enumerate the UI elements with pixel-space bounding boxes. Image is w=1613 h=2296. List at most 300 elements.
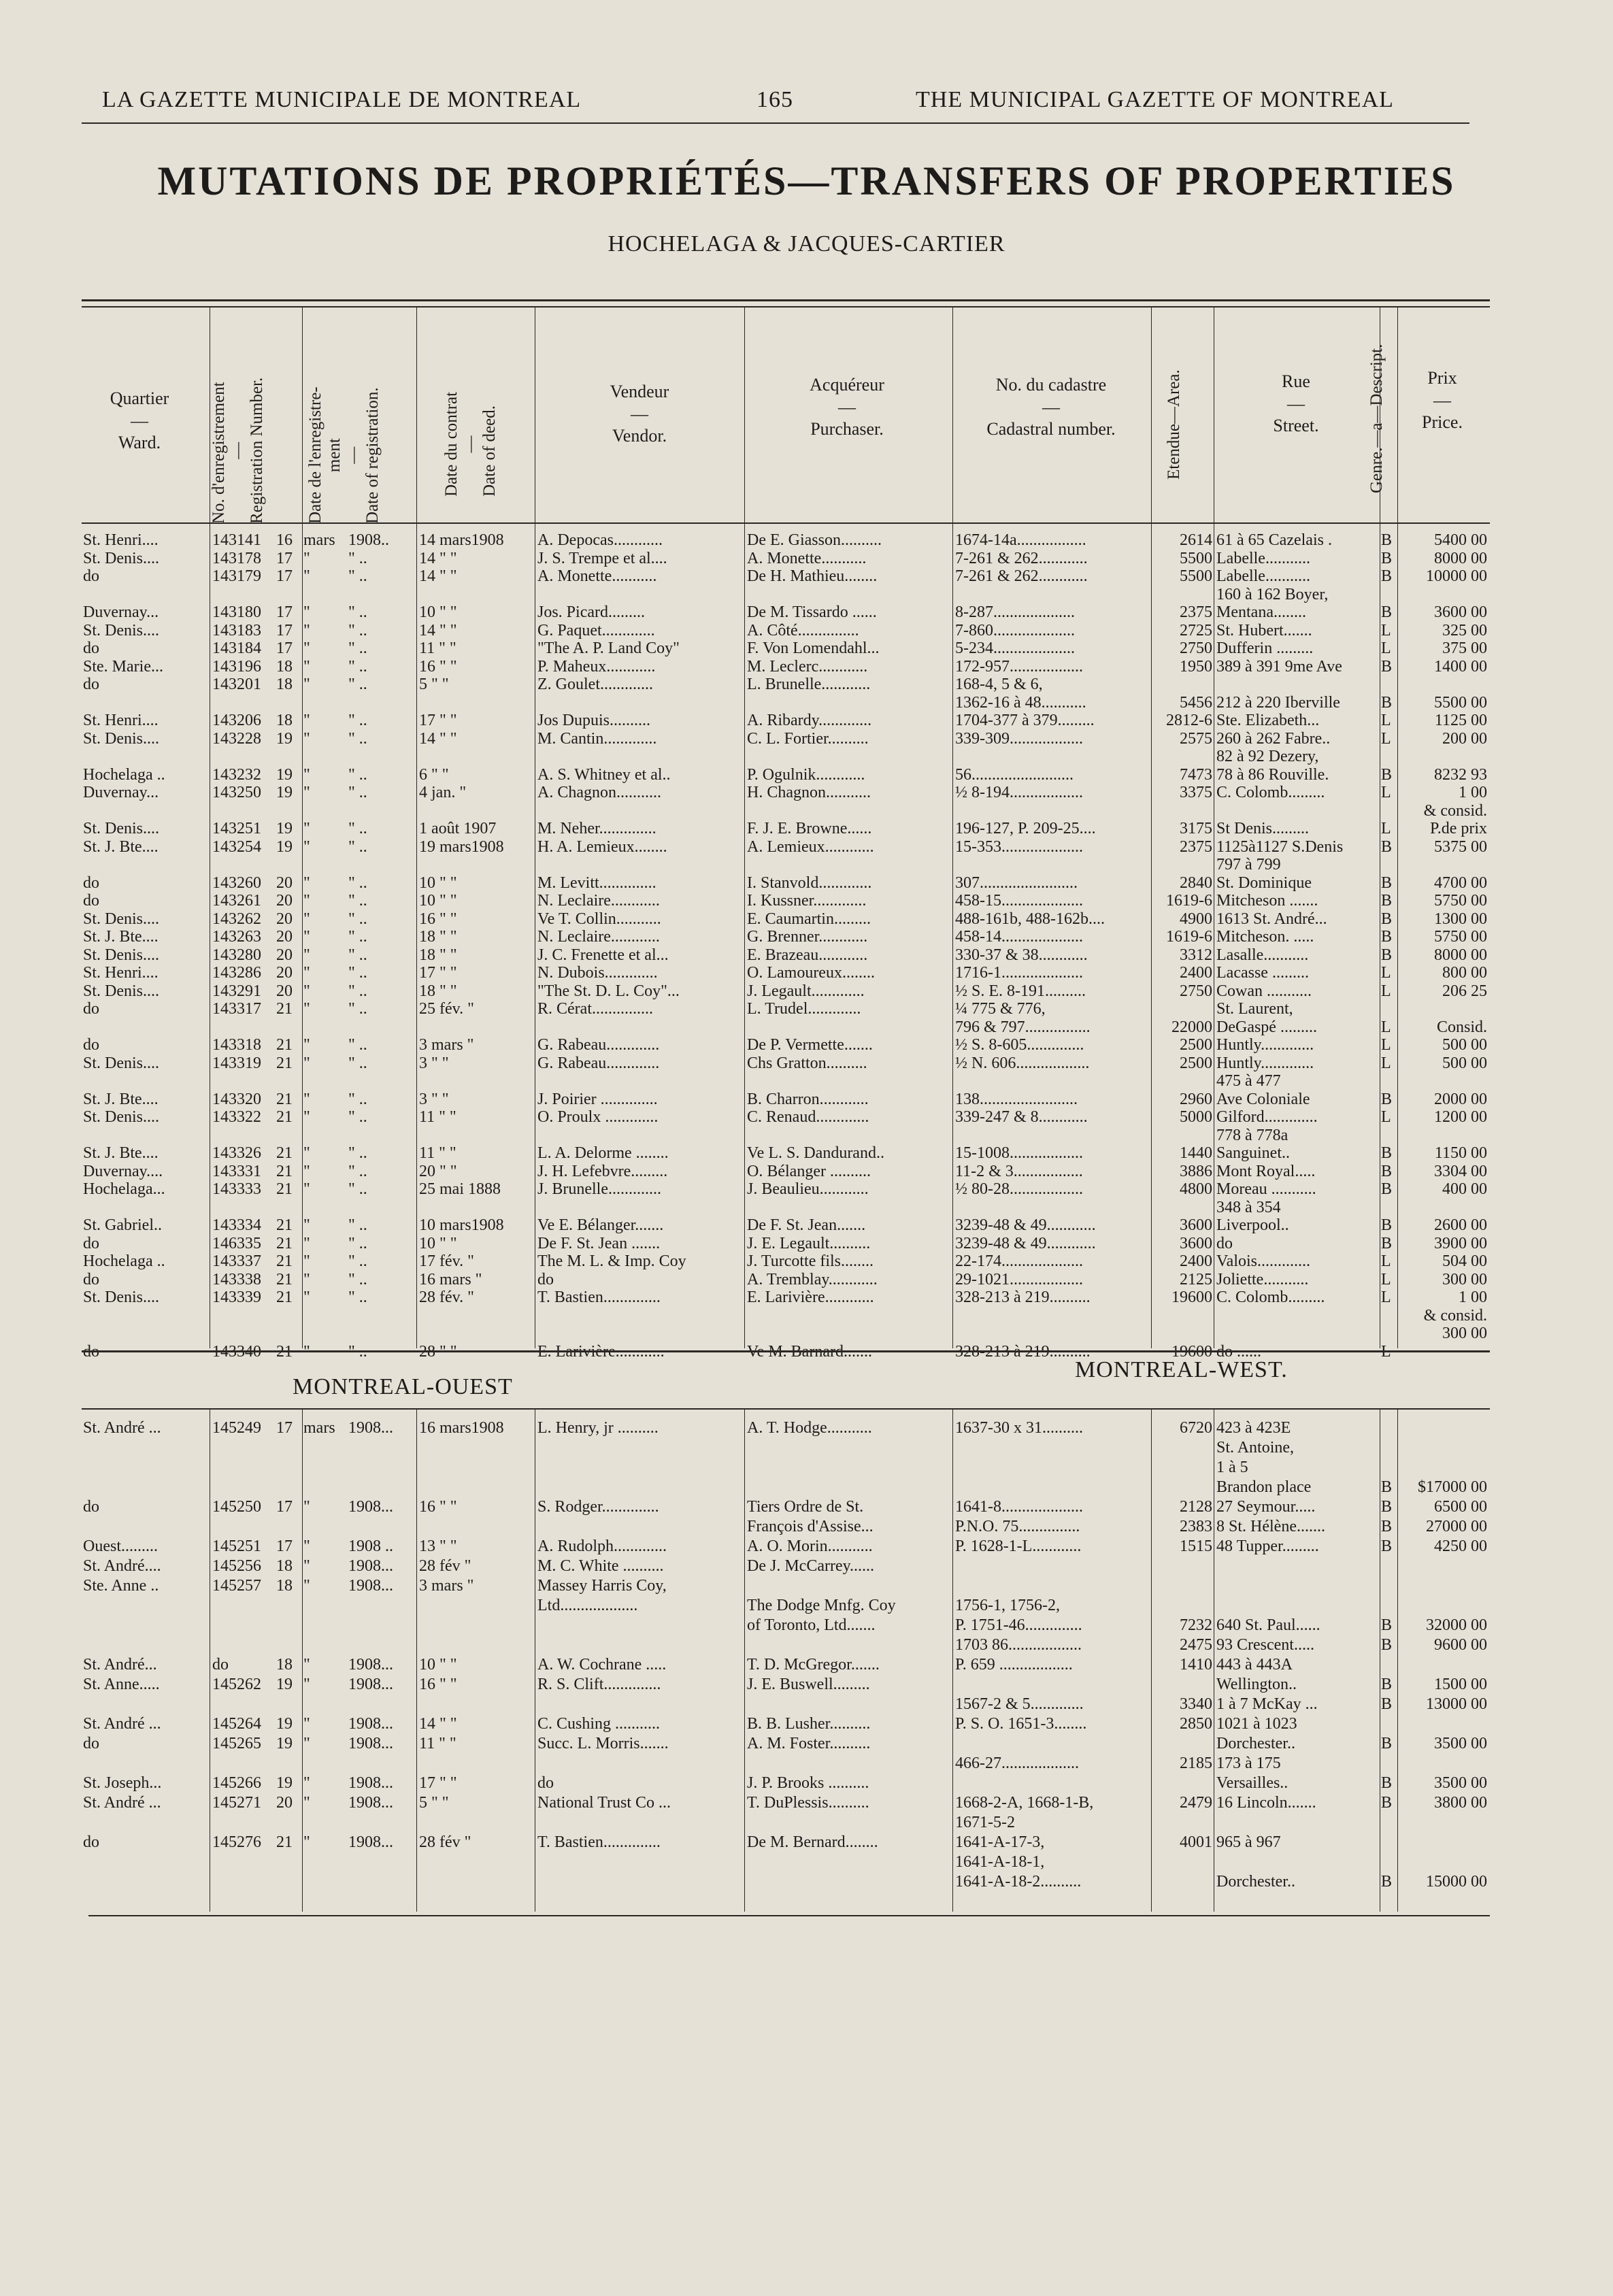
cell-purchaser: B. Charron............ [747, 1090, 869, 1108]
cell-day: 17 [276, 603, 293, 621]
cell-genre: B [1381, 603, 1393, 621]
cell-day: 18 [276, 712, 293, 729]
cell-day: 20 [276, 1794, 293, 1812]
cell-price: 3304 00 [1434, 1162, 1487, 1180]
cell-street: Sanguinet.. [1216, 1144, 1290, 1162]
cell-genre: B [1381, 549, 1393, 567]
cell-street: Labelle........... [1216, 549, 1310, 567]
cell-vendor: G. Rabeau............. [537, 1054, 660, 1072]
cell-month: " [303, 1498, 310, 1516]
cell-street: 160 à 162 Boyer, [1216, 585, 1329, 603]
cell-regno: 143179 [212, 567, 261, 585]
cell-purchaser: De M. Tissardo ...... [747, 603, 877, 621]
cell-month: mars [303, 1419, 335, 1437]
cell-month: " [303, 1537, 310, 1555]
cell-deed: 16 " " [419, 1498, 457, 1516]
cell-street: Dorchester.. [1216, 1735, 1295, 1752]
cell-area: 5000 [1180, 1108, 1212, 1126]
cell-ward: St. André.... [83, 1557, 161, 1575]
cell-vendor: J. H. Lefebvre......... [537, 1162, 668, 1180]
cell-regno: 145257 [212, 1577, 261, 1595]
cell-cadastre: P. 1751-46.............. [955, 1616, 1082, 1634]
cell-regno: 143196 [212, 657, 261, 676]
cell-regno: 143254 [212, 837, 261, 856]
cell-purchaser: G. Brenner............ [747, 928, 868, 946]
cell-ward: do [83, 1000, 99, 1018]
cell-regno: 143206 [212, 712, 261, 729]
cell-cadastre: 328-213 à 219.......... [955, 1342, 1091, 1361]
col-vendor: Vendeur — Vendor. [610, 382, 669, 446]
column-separator [952, 307, 953, 1348]
cell-street: Dufferin ......... [1216, 639, 1314, 657]
cell-month: " [303, 676, 310, 693]
cell-price: 3600 00 [1434, 603, 1487, 621]
cell-vendor: J. S. Trempe et al.... [537, 549, 667, 567]
cell-vendor: T. Bastien.............. [537, 1833, 661, 1851]
cell-regno: 143262 [212, 910, 261, 928]
cell-street: 212 à 220 Iberville [1216, 693, 1340, 712]
cell-ward: St. J. Bte.... [83, 1144, 159, 1162]
cell-genre: B [1381, 1794, 1393, 1812]
cell-genre: B [1381, 1735, 1393, 1752]
cell-genre: B [1381, 1090, 1393, 1108]
cell-ward: St. J. Bte.... [83, 1090, 159, 1108]
header-bottom-rule [82, 522, 1490, 524]
cell-street: Mont Royal..... [1216, 1162, 1316, 1180]
cell-ward: St. Denis.... [83, 549, 160, 567]
cell-regno: 145266 [212, 1774, 261, 1792]
cell-genre: L [1381, 1054, 1391, 1072]
cell-day: 19 [276, 729, 293, 748]
cell-area: 19600 [1171, 1342, 1212, 1361]
cell-price: 1300 00 [1434, 910, 1487, 928]
cell-regno: 143184 [212, 639, 261, 657]
cell-genre: L [1381, 1270, 1391, 1288]
cell-year: " .. [348, 1216, 367, 1234]
cell-vendor: "The St. D. L. Coy"... [537, 982, 680, 1000]
cell-regno: do [212, 1656, 229, 1674]
cell-ward: St. Denis.... [83, 1108, 160, 1126]
cell-purchaser: A. M. Foster.......... [747, 1735, 871, 1752]
cell-vendor: T. Bastien.............. [537, 1288, 661, 1306]
cell-deed: 10 " " [419, 874, 457, 892]
column-separator [1397, 1410, 1398, 1912]
cell-purchaser: I. Stanvold............. [747, 874, 872, 892]
cell-vendor: Massey Harris Coy, [537, 1577, 667, 1595]
col-price: Prix — Price. [1422, 368, 1463, 432]
cell-day: 20 [276, 874, 293, 892]
cell-genre: L [1381, 1036, 1391, 1054]
cell-area: 3600 [1180, 1216, 1212, 1234]
section-heading-right: MONTREAL-WEST. [1075, 1357, 1288, 1382]
cell-ward: Hochelaga... [83, 1180, 165, 1198]
cell-year: " .. [348, 892, 367, 910]
cell-price: 375 00 [1442, 639, 1487, 657]
cell-street: Ave Coloniale [1216, 1090, 1310, 1108]
cell-regno: 143338 [212, 1270, 261, 1288]
cell-area: 5500 [1180, 549, 1212, 567]
cell-ward: St. André... [83, 1656, 157, 1674]
cell-street: 1613 St. André... [1216, 910, 1327, 928]
col-cadastral: No. du cadastre — Cadastral number. [986, 375, 1116, 439]
cell-price: P.de prix [1430, 820, 1487, 837]
cell-day: 16 [276, 531, 293, 549]
cell-cadastre: ½ S. 8-605.............. [955, 1036, 1084, 1054]
cell-day: 21 [276, 1000, 293, 1018]
cell-month: " [303, 1234, 310, 1252]
cell-street: Mitcheson. ..... [1216, 928, 1314, 946]
cell-regno: 143333 [212, 1180, 261, 1198]
cell-day: 20 [276, 964, 293, 982]
cell-regno: 143178 [212, 549, 261, 567]
cell-ward: do [83, 567, 99, 585]
cell-day: 21 [276, 1090, 293, 1108]
cell-vendor: Succ. L. Morris....... [537, 1735, 669, 1752]
cell-year: 1908... [348, 1656, 393, 1674]
page-title: MUTATIONS DE PROPRIÉTÉS—TRANSFERS OF PROPERTIES [157, 159, 1456, 203]
cell-deed: 28 fév. " [419, 1288, 474, 1306]
cell-street: 423 à 423E [1216, 1419, 1291, 1437]
cell-ward: St. J. Bte.... [83, 928, 159, 946]
cell-regno: 143261 [212, 892, 261, 910]
cell-ward: do [83, 892, 99, 910]
cell-purchaser: A. T. Hodge........... [747, 1419, 872, 1437]
cell-purchaser: H. Chagnon........... [747, 784, 871, 801]
cell-purchaser: The Dodge Mnfg. Coy [747, 1597, 896, 1614]
cell-cadastre: 8-287.................... [955, 603, 1075, 621]
cell-vendor: J. Poirier .............. [537, 1090, 658, 1108]
cell-vendor: J. Brunelle............. [537, 1180, 661, 1198]
cell-price: $17000 00 [1418, 1478, 1487, 1496]
cell-ward: do [83, 676, 99, 693]
cell-vendor: National Trust Co ... [537, 1794, 671, 1812]
cell-vendor: M. Neher.............. [537, 820, 656, 837]
cell-year: " .. [348, 1000, 367, 1018]
cell-genre: B [1381, 1234, 1393, 1252]
cell-month: " [303, 639, 310, 657]
cell-price: 5400 00 [1434, 531, 1487, 549]
cell-year: " .. [348, 837, 367, 856]
cell-deed: 14 " " [419, 567, 457, 585]
cell-genre: B [1381, 892, 1393, 910]
column-separator [416, 1410, 417, 1912]
cell-cadastre: 15-353.................... [955, 837, 1083, 856]
cell-street: 16 Lincoln....... [1216, 1794, 1316, 1812]
cell-regno: 143331 [212, 1162, 261, 1180]
cell-year: " .. [348, 1090, 367, 1108]
cell-month: " [303, 1000, 310, 1018]
cell-area: 7473 [1180, 765, 1212, 784]
cell-genre: B [1381, 1873, 1393, 1891]
cell-street: C. Colomb......... [1216, 1288, 1325, 1306]
cell-price: 13000 00 [1426, 1695, 1487, 1713]
cell-regno: 143286 [212, 964, 261, 982]
cell-regno: 143320 [212, 1090, 261, 1108]
cell-area: 2128 [1180, 1498, 1212, 1516]
cell-month: " [303, 1577, 310, 1595]
cell-vendor: G. Rabeau............. [537, 1036, 660, 1054]
cell-month: " [303, 729, 310, 748]
cell-deed: 20 " " [419, 1162, 457, 1180]
cell-vendor: R. Cérat............... [537, 1000, 653, 1018]
cell-ward: do [83, 1833, 99, 1851]
cell-year: " .. [348, 1054, 367, 1072]
cell-vendor: H. A. Lemieux........ [537, 837, 667, 856]
cell-genre: L [1381, 820, 1391, 837]
cell-genre: B [1381, 946, 1393, 964]
cell-day: 20 [276, 892, 293, 910]
cell-ward: St. Henri.... [83, 964, 159, 982]
cell-genre: L [1381, 712, 1391, 729]
cell-purchaser: François d'Assise... [747, 1518, 874, 1535]
cell-price: & consid. [1423, 1306, 1487, 1325]
cell-area: 2479 [1180, 1794, 1212, 1812]
cell-price: 8232 93 [1434, 765, 1487, 784]
cell-street: 475 à 477 [1216, 1072, 1281, 1090]
cell-year: " .. [348, 820, 367, 837]
cell-purchaser: J. E. Buswell......... [747, 1676, 870, 1693]
cell-purchaser: O. Lamoureux........ [747, 964, 875, 982]
cell-month: " [303, 1054, 310, 1072]
cell-street: do [1216, 1234, 1233, 1252]
cell-cadastre: 11-2 & 3................. [955, 1162, 1083, 1180]
cell-vendor: P. Maheux............ [537, 657, 656, 676]
table2-bottom-rule [88, 1915, 1490, 1916]
cell-month: " [303, 1794, 310, 1812]
cell-day: 21 [276, 1144, 293, 1162]
cell-price: 5750 00 [1434, 892, 1487, 910]
cell-year: " .. [348, 1270, 367, 1288]
col-street: Rue — Street. [1273, 371, 1319, 435]
cell-day: 21 [276, 1108, 293, 1126]
cell-month: " [303, 1252, 310, 1270]
cell-vendor: "The A. P. Land Coy" [537, 639, 680, 657]
cell-deed: 4 jan. " [419, 784, 467, 801]
cell-deed: 3 " " [419, 1090, 449, 1108]
cell-purchaser: C. L. Fortier.......... [747, 729, 869, 748]
cell-deed: 13 " " [419, 1537, 457, 1555]
cell-deed: 3 mars " [419, 1577, 474, 1595]
cell-deed: 6 " " [419, 765, 449, 784]
cell-price: 2000 00 [1434, 1090, 1487, 1108]
cell-day: 21 [276, 1234, 293, 1252]
cell-day: 18 [276, 657, 293, 676]
cell-ward: Ouest......... [83, 1537, 158, 1555]
cell-area: 1515 [1180, 1537, 1212, 1555]
cell-price: 1 00 [1459, 784, 1487, 801]
cell-month: " [303, 1288, 310, 1306]
cell-area: 3375 [1180, 784, 1212, 801]
cell-price: 1 00 [1459, 1288, 1487, 1306]
cell-vendor: De F. St. Jean ....... [537, 1234, 661, 1252]
cell-area: 4800 [1180, 1180, 1212, 1198]
cell-street: Huntly............. [1216, 1036, 1314, 1054]
cell-deed: 14 " " [419, 549, 457, 567]
cell-year: 1908... [348, 1419, 393, 1437]
cell-area: 2475 [1180, 1636, 1212, 1654]
cell-area: 3312 [1180, 946, 1212, 964]
cell-ward: do [83, 1036, 99, 1054]
cell-day: 18 [276, 1577, 293, 1595]
cell-deed: 11 " " [419, 639, 456, 657]
cell-purchaser: C. Renaud............. [747, 1108, 869, 1126]
cell-deed: 16 " " [419, 910, 457, 928]
cell-vendor: A. Chagnon........... [537, 784, 661, 801]
cell-street: Brandon place [1216, 1478, 1312, 1496]
cell-month: " [303, 964, 310, 982]
cell-regno: 143319 [212, 1054, 261, 1072]
cell-genre: B [1381, 1616, 1393, 1634]
cell-regno: 143201 [212, 676, 261, 693]
table-top-rule [82, 299, 1490, 301]
cell-ward: St. André ... [83, 1715, 161, 1733]
cell-regno: 143141 [212, 531, 261, 549]
cell-cadastre: 56......................... [955, 765, 1074, 784]
cell-month: " [303, 549, 310, 567]
cell-street: Mentana........ [1216, 603, 1306, 621]
cell-cadastre: ½ S. E. 8-191.......... [955, 982, 1086, 1000]
cell-month: " [303, 1557, 310, 1575]
cell-year: 1908 .. [348, 1537, 393, 1555]
cell-ward: do [83, 1498, 99, 1516]
cell-cadastre: 1704-377 à 379......... [955, 712, 1095, 729]
cell-regno: 143250 [212, 784, 261, 801]
cell-regno: 143291 [212, 982, 261, 1000]
cell-regno: 146335 [212, 1234, 261, 1252]
cell-month: " [303, 910, 310, 928]
cell-deed: 10 mars1908 [419, 1216, 504, 1234]
table-top-rule-2 [82, 306, 1490, 307]
cell-vendor: E. Larivière............ [537, 1342, 665, 1361]
cell-street: 8 St. Hélène....... [1216, 1518, 1325, 1535]
cell-cadastre: 1641-A-18-1, [955, 1853, 1045, 1871]
cell-purchaser: M. Leclerc............ [747, 657, 868, 676]
cell-year: " .. [348, 567, 367, 585]
cell-area: 2750 [1180, 982, 1212, 1000]
cell-day: 17 [276, 549, 293, 567]
cell-deed: 16 " " [419, 657, 457, 676]
cell-ward: St. Denis.... [83, 946, 160, 964]
cell-deed: 14 " " [419, 621, 457, 639]
cell-day: 19 [276, 820, 293, 837]
cell-vendor: A. W. Cochrane ..... [537, 1656, 667, 1674]
cell-cadastre: 1716-1.................... [955, 964, 1083, 982]
cell-vendor: N. Dubois............. [537, 964, 658, 982]
cell-genre: L [1381, 621, 1391, 639]
cell-month: " [303, 1036, 310, 1054]
cell-genre: B [1381, 567, 1393, 585]
cell-month: " [303, 1144, 310, 1162]
cell-ward: St. André ... [83, 1794, 161, 1812]
cell-area: 1619-6 [1166, 928, 1212, 946]
cell-purchaser: De H. Mathieu........ [747, 567, 878, 585]
cell-day: 21 [276, 1054, 293, 1072]
cell-street: Gilford............. [1216, 1108, 1318, 1126]
cell-price: 6500 00 [1434, 1498, 1487, 1516]
cell-year: 1908.. [348, 531, 389, 549]
cell-area: 4900 [1180, 910, 1212, 928]
cell-month: " [303, 1735, 310, 1752]
cell-vendor: Ve E. Bélanger....... [537, 1216, 664, 1234]
cell-day: 21 [276, 1833, 293, 1851]
cell-day: 21 [276, 1180, 293, 1198]
cell-year: " .. [348, 1288, 367, 1306]
cell-cadastre: 7-860.................... [955, 621, 1075, 639]
cell-day: 20 [276, 910, 293, 928]
cell-regno: 143317 [212, 1000, 261, 1018]
cell-cadastre: P. S. O. 1651-3........ [955, 1715, 1087, 1733]
cell-cadastre: 339-309.................. [955, 729, 1083, 748]
cell-price: 400 00 [1442, 1180, 1487, 1198]
cell-year: " .. [348, 1252, 367, 1270]
cell-regno: 145256 [212, 1557, 261, 1575]
cell-genre: B [1381, 1676, 1393, 1693]
cell-month: " [303, 1180, 310, 1198]
cell-vendor: O. Proulx ............. [537, 1108, 659, 1126]
cell-price: 2600 00 [1434, 1216, 1487, 1234]
cell-deed: 10 " " [419, 1234, 457, 1252]
cell-month: " [303, 621, 310, 639]
cell-purchaser: T. DuPlessis.......... [747, 1794, 869, 1812]
cell-deed: 11 " " [419, 1735, 456, 1752]
cell-cadastre: 1362-16 à 48........... [955, 693, 1086, 712]
cell-cadastre: 307........................ [955, 874, 1078, 892]
running-header-left: LA GAZETTE MUNICIPALE DE MONTREAL [102, 87, 582, 112]
cell-ward: St. Gabriel.. [83, 1216, 162, 1234]
cell-deed: 18 " " [419, 946, 457, 964]
cell-regno: 145262 [212, 1676, 261, 1693]
cell-ward: Duvernay.... [83, 1162, 163, 1180]
cell-year: " .. [348, 1342, 367, 1361]
cell-regno: 143263 [212, 928, 261, 946]
cell-day: 19 [276, 837, 293, 856]
cell-price: 500 00 [1442, 1054, 1487, 1072]
cell-year: " .. [348, 982, 367, 1000]
cell-regno: 145251 [212, 1537, 261, 1555]
cell-purchaser: I. Kussner............. [747, 892, 867, 910]
cell-street: 965 à 967 [1216, 1833, 1281, 1851]
cell-year: " .. [348, 639, 367, 657]
cell-purchaser: Chs Gratton.......... [747, 1054, 867, 1072]
cell-deed: 10 " " [419, 1656, 457, 1674]
cell-ward: Hochelaga .. [83, 1252, 165, 1270]
cell-genre: B [1381, 693, 1393, 712]
cell-day: 19 [276, 1735, 293, 1752]
cell-ward: Duvernay... [83, 784, 159, 801]
column-separator [952, 1410, 953, 1912]
cell-cadastre: ½ N. 606.................. [955, 1054, 1090, 1072]
cell-month: " [303, 1833, 310, 1851]
cell-deed: 17 fév. " [419, 1252, 474, 1270]
cell-cadastre: 5-234.................... [955, 639, 1075, 657]
cell-day: 21 [276, 1270, 293, 1288]
cell-genre: B [1381, 1636, 1393, 1654]
cell-street: Versailles.. [1216, 1774, 1288, 1792]
cell-purchaser: J. Legault............. [747, 982, 865, 1000]
cell-ward: St. Henri.... [83, 531, 159, 549]
cell-price: 3900 00 [1434, 1234, 1487, 1252]
cell-street: Liverpool.. [1216, 1216, 1289, 1234]
table1-bottom-rule [82, 1350, 1490, 1352]
cell-purchaser: O. Bélanger .......... [747, 1162, 871, 1180]
cell-price: 15000 00 [1426, 1873, 1487, 1891]
cell-street: St. Dominique [1216, 874, 1312, 892]
cell-day: 17 [276, 1537, 293, 1555]
section-rule [82, 1408, 1490, 1410]
cell-ward: do [83, 874, 99, 892]
cell-cadastre: 15-1008.................. [955, 1144, 1083, 1162]
cell-day: 21 [276, 1036, 293, 1054]
